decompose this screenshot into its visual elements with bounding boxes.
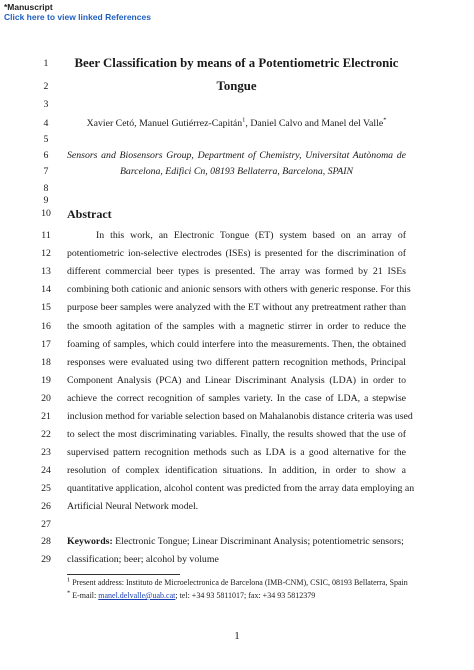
keywords-label: Keywords: [67,536,113,547]
abstract-heading: Abstract [67,207,112,221]
line-27 [0,518,474,532]
line-28 [0,535,474,549]
line-21 [0,410,474,424]
line-20 [0,392,474,406]
line-number: 24 [41,465,51,476]
line-number: 7 [43,166,49,177]
line-18 [0,356,474,370]
paper-title-line-2: Tongue [216,79,257,93]
view-references-link[interactable]: Click here to view linked References [4,12,151,22]
line-number: 26 [41,501,51,512]
keywords [67,535,406,549]
author-list [67,117,406,131]
footnote-1-text: Present address: Instituto de Microelectronica de Barcelona (IMB-CNM), CSIC, 08193 Bellaterra, Spain [70,578,408,587]
authors-part-a: Xavier Cetó, Manuel Gutiérrez-Capitán [86,118,243,129]
abstract-line: supervised pattern recognition methods such as LDA is a good alternative for the [67,447,406,458]
line-26 [0,500,474,514]
footnote-1-mark: 1 [67,576,71,584]
line-number: 8 [43,183,49,194]
affiliation-line-1: Sensors and Biosensors Group, Department of Chemistry, Universitat Autònoma de [67,150,406,161]
abstract-line: potentiometric ion-selective electrodes (ISEs) is presented for the discrimination of [67,248,406,259]
abstract-line: inclusion method for variable selection based on Mahalanobis distance criteria was used [67,411,413,422]
line-19 [0,374,474,388]
page-number: 1 [234,630,240,642]
manuscript-label: *Manuscript [4,2,53,12]
footnote-mark-1: 1 [242,116,246,124]
line-10 [0,207,474,221]
abstract-line: resolution of complex identification situations. In addition, in order to show a [67,465,406,476]
line-16 [0,320,474,334]
abstract-line: foaming of samples, which could interfere into the measurements. Then, the obtained [67,339,406,350]
line-1 [0,56,474,70]
line-2 [0,79,474,93]
abstract-line: to select the most discriminating variables. Finally, the results showed that the use of [67,429,406,440]
line-number: 28 [41,536,51,547]
line-number: 21 [41,411,51,422]
line-number: 11 [41,230,51,241]
line-5 [0,133,474,147]
email-link[interactable]: manel.delvalle@uab.cat [98,591,176,600]
footnote-rule [67,574,180,575]
line-number: 2 [43,81,49,92]
line-number: 6 [43,150,49,161]
line-number: 27 [41,519,51,530]
footnote-2-suffix: ; tel: +34 93 5811017; fax: +34 93 5812379 [175,591,316,600]
abstract-line: the smooth agitation of the samples with a magnetic stirrer in order to reduce the [67,321,406,332]
abstract-line: In this work, an Electronic Tongue (ET) system based on an array of [96,230,406,241]
line-number: 19 [41,375,51,386]
line-number: 12 [41,248,51,259]
footnote-2 [67,590,315,601]
line-number: 20 [41,393,51,404]
line-6 [0,149,474,163]
line-number: 1 [43,58,49,69]
line-9 [0,194,474,208]
line-number: 18 [41,357,51,368]
line-number: 10 [41,208,51,219]
line-number: 23 [41,447,51,458]
line-12 [0,247,474,261]
footnote-1 [67,577,408,588]
line-number: 15 [41,302,51,313]
line-number: 9 [43,195,49,206]
footnote-2-prefix: E-mail: [70,591,99,600]
line-22 [0,428,474,442]
line-11 [0,229,474,243]
abstract-line: Component Analysis (PCA) and Linear Discriminant Analysis (LDA) in order to [67,375,406,386]
line-number: 29 [41,554,51,565]
abstract-line: responses were evaluated using two different pattern recognition methods, Principal [67,357,406,368]
line-25 [0,482,474,496]
line-7 [0,165,474,179]
abstract-line: achieve the correct recognition of samples variety. In the case of LDA, a stepwise [67,393,406,404]
line-13 [0,265,474,279]
abstract-line: purpose beer samples were analyzed with the ET without any pretreatment rather than [67,302,406,313]
line-number: 5 [43,134,49,145]
corresponding-author-mark: * [383,116,387,124]
line-number: 16 [41,321,51,332]
affiliation-line-2: Barcelona, Edifici Cn, 08193 Bellaterra, Barcelona, SPAIN [119,166,354,177]
line-number: 4 [43,118,49,129]
keywords-continued: classification; beer; alcohol by volume [67,554,219,565]
line-number: 13 [41,266,51,277]
line-number: 25 [41,483,51,494]
line-29 [0,553,474,567]
footnote-2-mark: * [67,589,71,597]
line-24 [0,464,474,478]
abstract-line: different commercial beer types is presented. The array was formed by 21 ISEs [67,266,406,277]
line-17 [0,338,474,352]
line-number: 17 [41,339,51,350]
line-15 [0,301,474,315]
keywords-text: Electronic Tongue; Linear Discriminant Analysis; potentiometric sensors; [112,536,404,547]
authors-part-b: , Daniel Calvo and Manel del Valle [245,118,384,129]
line-number: 14 [41,284,51,295]
paper-title-line-1: Beer Classification by means of a Potentiometric Electronic [74,56,399,70]
abstract-line: quantitative application, alcohol content was predicted from the array data employing an [67,483,415,494]
line-3 [0,98,474,112]
abstract-line: combining both cationic and anionic sensors with others with generic response. For this [67,284,411,295]
line-number: 22 [41,429,51,440]
abstract-line: Artificial Neural Network model. [67,501,199,512]
line-23 [0,446,474,460]
line-4 [0,117,474,131]
line-14 [0,283,474,297]
line-number: 3 [43,99,49,110]
